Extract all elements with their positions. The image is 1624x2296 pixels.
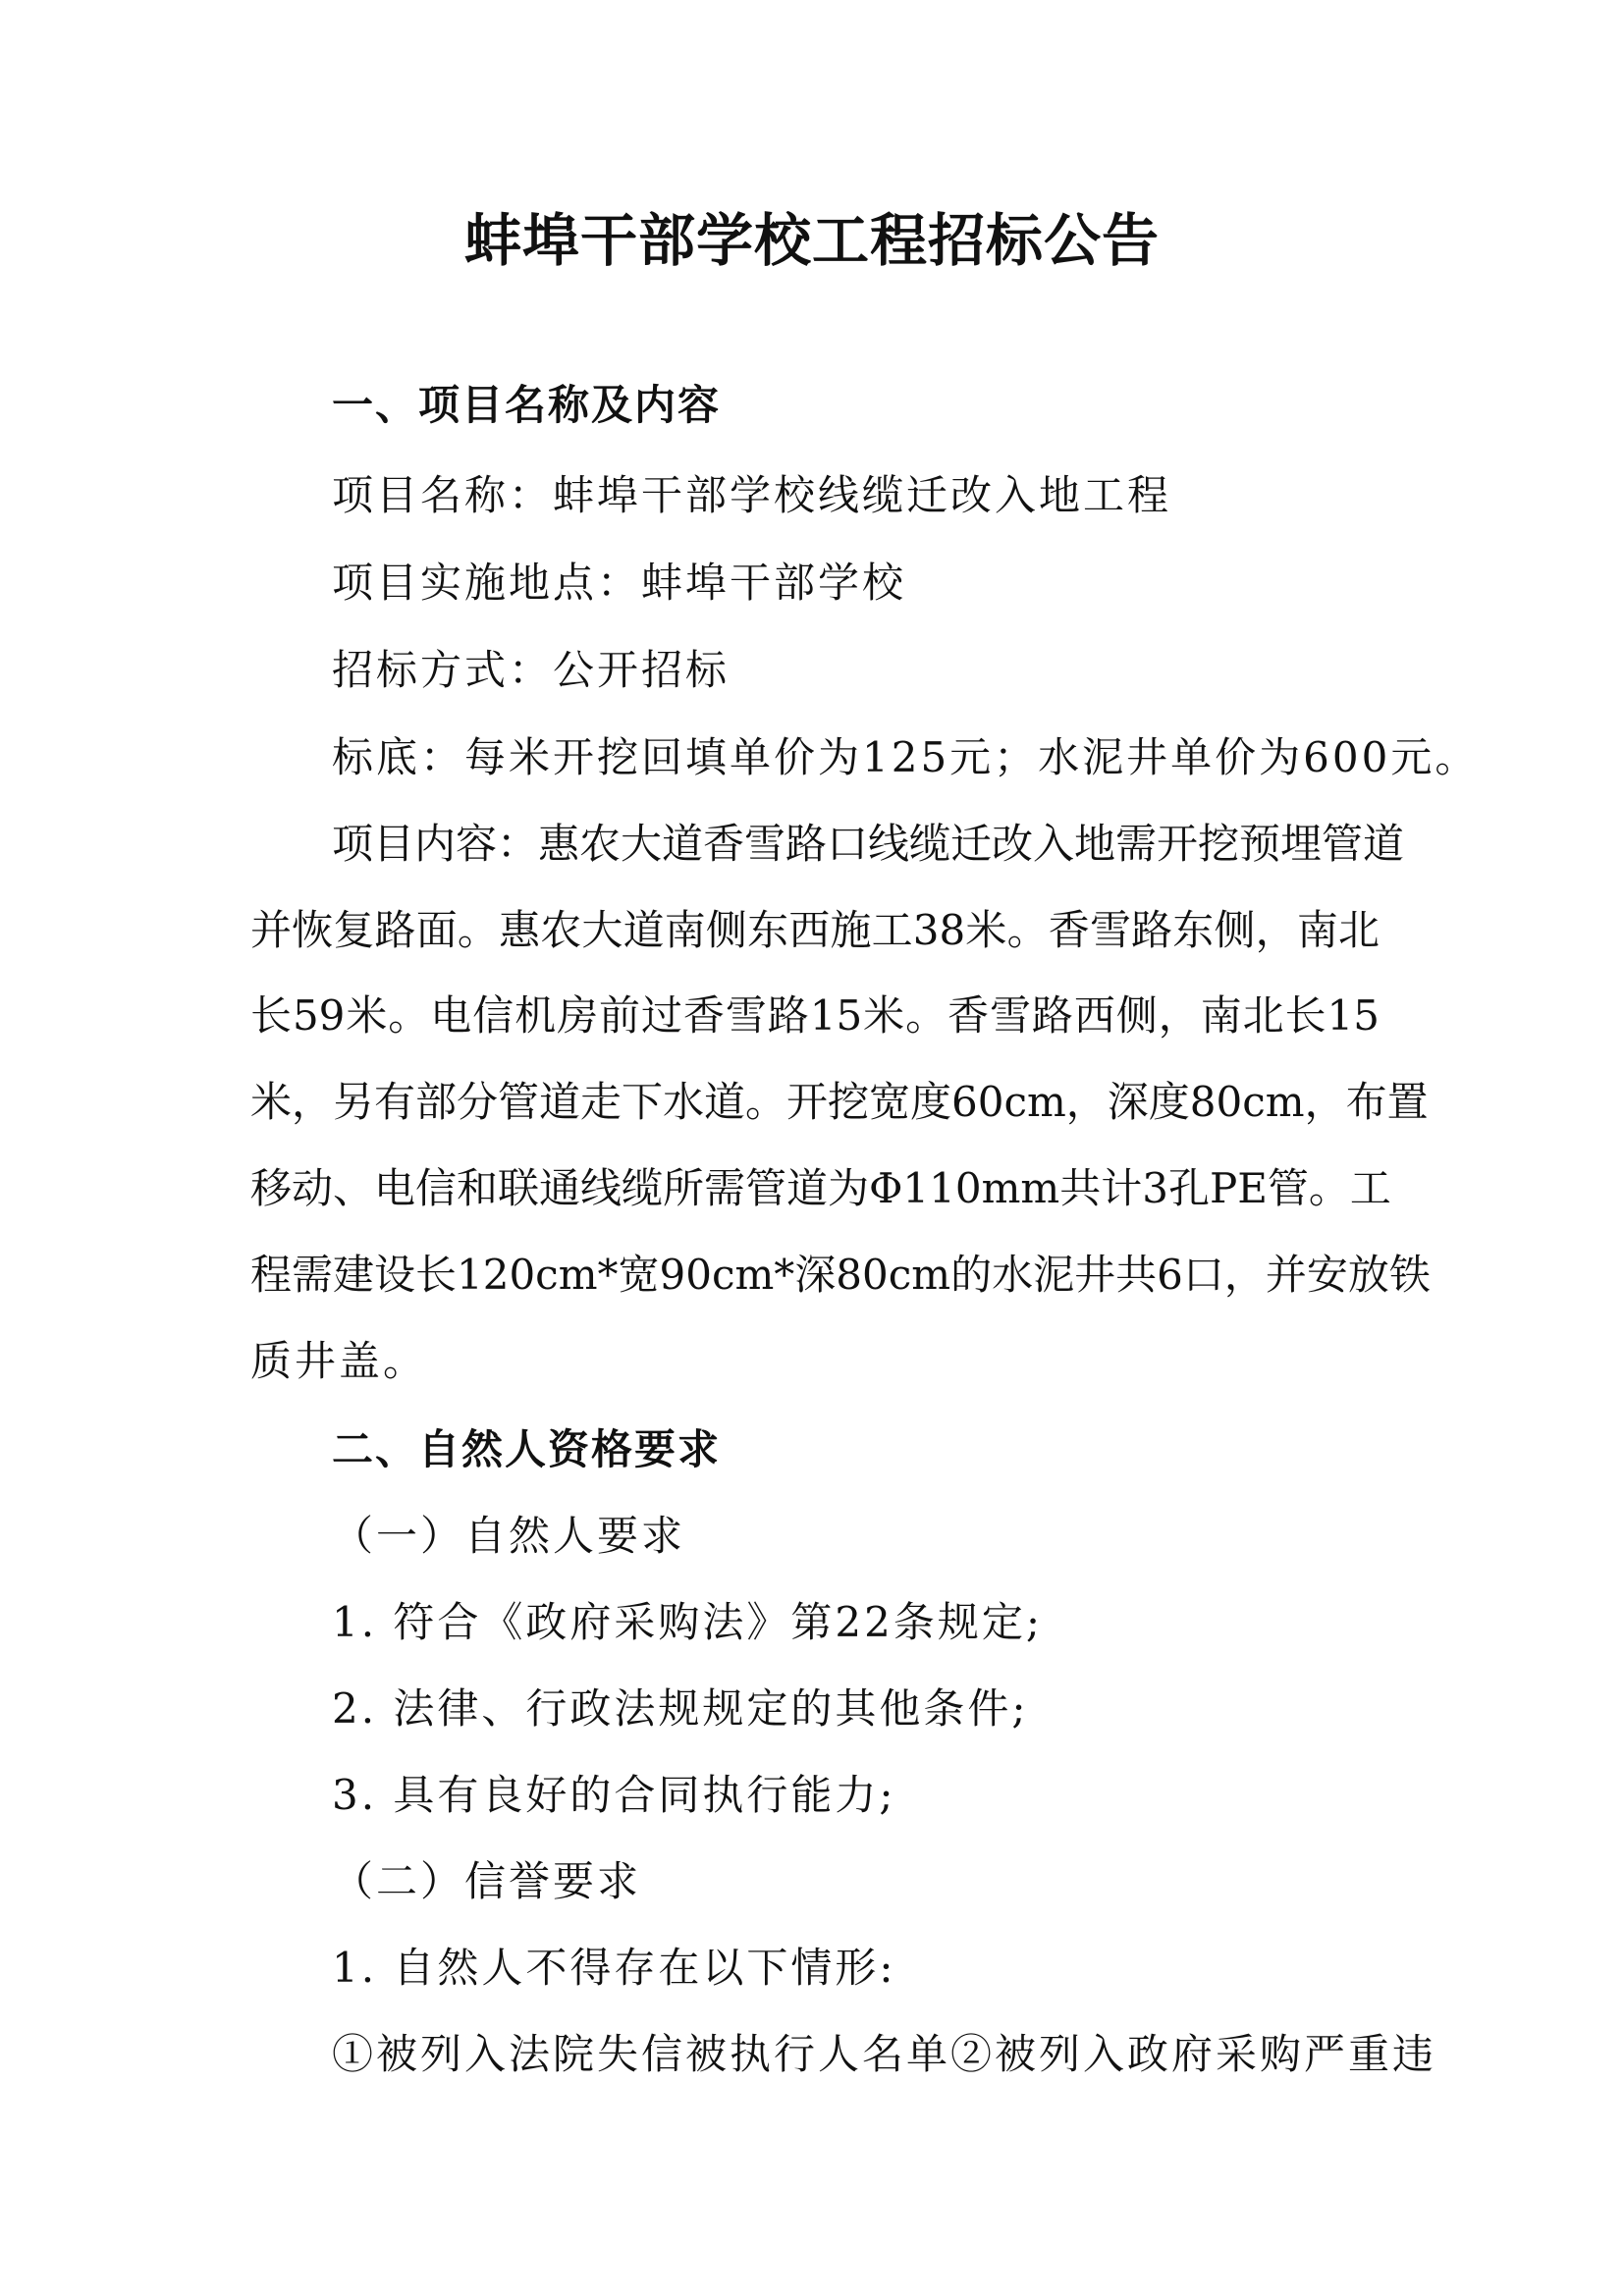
project-content-line: 并恢复路面。惠农大道南侧东西施工38米。香雪路东侧，南北 — [250, 906, 1380, 954]
project-name-line: 项目名称：蚌埠干部学校线缆迁改入地工程 — [332, 471, 1172, 519]
requirement-item: 3. 具有良好的合同执行能力; — [332, 1771, 896, 1819]
subsection-credit: （二）信誉要求 — [332, 1857, 642, 1905]
project-content-line: 米，另有部分管道走下水道。开挖宽度60cm，深度80cm，布置 — [250, 1078, 1429, 1126]
tender-method-line: 招标方式：公开招标 — [332, 646, 731, 694]
section1-heading: 一、项目名称及内容 — [332, 381, 722, 429]
document-title: 蚌埠干部学校工程招标公告 — [463, 207, 1160, 274]
requirement-item: 1. 符合《政府采购法》第22条规定; — [332, 1598, 1044, 1646]
base-price-line: 标底：每米开挖回填单价为125元；水泥井单价为600元。 — [332, 733, 1480, 781]
section2-heading: 二、自然人资格要求 — [332, 1425, 722, 1473]
project-site-line: 项目实施地点：蚌埠干部学校 — [332, 559, 907, 607]
requirement-item: 2. 法律、行政法规规定的其他条件; — [332, 1684, 1029, 1733]
project-content-line: 长59米。电信机房前过香雪路15米。香雪路西侧，南北长15 — [250, 991, 1380, 1040]
project-content-line: 程需建设长120cm*宽90cm*深80cm的水泥井共6口，并安放铁 — [250, 1251, 1431, 1299]
subsection-natural-person: （一）自然人要求 — [332, 1512, 686, 1560]
project-content-line: 质井盖。 — [250, 1337, 428, 1385]
credit-item: 1. 自然人不得存在以下情形: — [332, 1944, 896, 1992]
project-content-line: 移动、电信和联通线缆所需管道为Φ110mm共计3孔PE管。工 — [250, 1164, 1391, 1212]
credit-detail-line: ①被列入法院失信被执行人名单②被列入政府采购严重违 — [332, 2030, 1437, 2078]
project-content-line: 项目内容：惠农大道香雪路口线缆迁改入地需开挖预埋管道 — [332, 820, 1405, 868]
